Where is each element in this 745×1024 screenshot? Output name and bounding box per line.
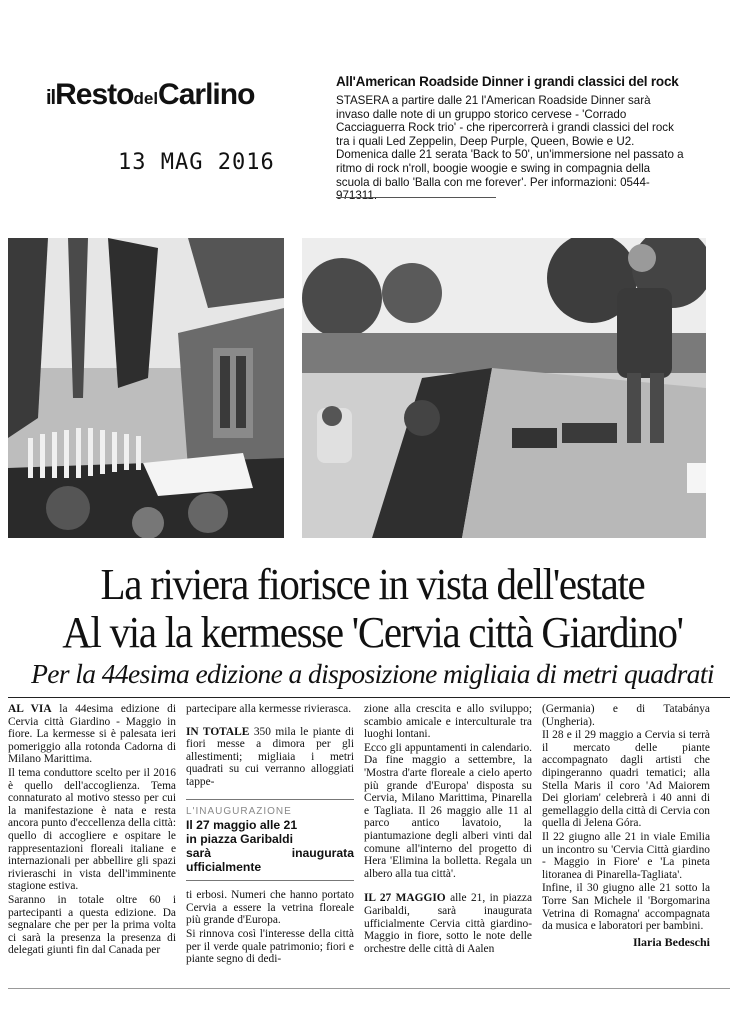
col1-paragraph-1: la 44esima edizione di Cervia città Giardino - Maggio in fiore. La kermesse si è palesata ieri pomeriggio alla rotonda Cadorna di Milano Marittima. xyxy=(8,703,176,766)
pullquote xyxy=(186,799,354,882)
article-column-3 xyxy=(364,703,532,956)
masthead-carlino: Carlino xyxy=(158,78,255,111)
col3-paragraph-2: Ecco gli appuntamenti in calendario. Da fine maggio a settembre, la 'Mostra d'arte floreale a cielo aperto più grande d'Europa' disposta su Cervia, Milano Marittima, Pinarella e Tagliata. Il 26 maggio alle 11 al parco antico lavatoio, la piantumazione degli alberi vinti dal comune all'interno del progetto di Hera 'Elimina la bolletta. Regala un albero alla tua città'. xyxy=(364,741,532,880)
col2-paragraph-2: 350 mila le piante di fiori messe a dimora per gli allestimenti; migliaia i metri quadrati su cui verranno alloggiati tappe- xyxy=(186,725,354,788)
col3-paragraph-1: zione alla crescita e allo sviluppo; scambio amicale e interculturale tra luoghi lontani. xyxy=(364,703,532,741)
masthead-logo xyxy=(46,78,254,112)
sidebar-article-title: All'American Roadside Dinner i grandi classici del rock xyxy=(336,74,679,89)
article-column-1 xyxy=(8,703,176,958)
bottom-rule xyxy=(8,988,730,989)
masthead-del: del xyxy=(133,89,159,108)
headline-line-1: La riviera fiorisce in vista dell'estate xyxy=(100,559,645,609)
photo-garden-hut xyxy=(8,238,284,538)
col2-paragraph-1: partecipare alla kermesse rivierasca. xyxy=(186,703,352,715)
pullquote-line-2: in piazza Garibaldi xyxy=(186,832,294,847)
publication-date: 13 MAG 2016 xyxy=(118,150,275,175)
pullquote-line-1: Il 27 maggio alle 21 xyxy=(186,818,298,833)
sidebar-divider xyxy=(336,197,496,198)
col4-paragraph-2: Il 28 e il 29 maggio a Cervia si terrà il mercato delle piante accompagnato dagli artisti che dipingeranno quadri tematici; alla Stella Maris il coro 'Ad Maiorem Dei gloriam' celebrerà i 40 anni di gemellaggio della città di Cervia con quella di Jelena Góra. xyxy=(542,729,710,830)
lead-il-27-maggio: IL 27 MAGGIO xyxy=(364,892,446,905)
col3-paragraph-3: alle 21, in piazza Garibaldi, sarà inaugurata ufficialmente Cervia città giardino-Maggio in fiore, sotto le note delle orchestre delle città di Aalen xyxy=(364,892,533,955)
headline-rule xyxy=(8,697,730,698)
masthead-il: il xyxy=(46,87,56,109)
article-column-2 xyxy=(186,703,354,967)
col4-paragraph-3: Il 22 giugno alle 21 in viale Emilia un incontro su 'Cervia Città giardino - Maggio in Fiore' e 'La pineta litoranea di Pinarella-Tagliata'. xyxy=(542,830,710,881)
col4-paragraph-1: (Germania) e di Tatabánya (Ungheria). xyxy=(542,703,710,728)
sidebar-article xyxy=(336,74,686,203)
pullquote-label: L'INAUGURAZIONE xyxy=(186,805,292,817)
author-signature: Ilaria Bedeschi xyxy=(633,934,710,949)
col1-paragraph-2: Il tema conduttore scelto per il 2016 è quello dell'accoglienza. Tema connaturato al motivo stesso per cui la manifestazione è nata e resta ancora punto d'eccellenza della città: quello di accogliere e ospitare le rappresentazioni floreali italiane e internazionali per abbellire gli spazi rivieraschi in vista dell'imminente stagione estiva. xyxy=(8,766,176,893)
col1-paragraph-3: Saranno in totale oltre 60 i partecipanti a questa edizione. Da segnalare che per per la prima volta ci sarà la presenza la presenza di delegati giunti fin dal Canada per xyxy=(8,893,176,957)
pullquote-line-3: sarà inaugurata ufficialmente xyxy=(186,846,354,875)
photo-gardeners-planting xyxy=(302,238,706,538)
col2-paragraph-3: ti erbosi. Numeri che hanno portato Cervia a essere la vetrina floreale più grande d'Europa. xyxy=(186,889,354,927)
col4-paragraph-4: Infine, il 30 giugno alle 21 sotto la Torre San Michele il 'Borgomarina Vetrina di Romagna' accompagnata da musica e laboratori per bambini. xyxy=(542,882,710,933)
masthead-resto: Resto xyxy=(55,78,134,111)
article-column-4 xyxy=(542,703,710,948)
subheadline: Per la 44esima edizione a disposizione migliaia di metri quadrati xyxy=(31,658,714,689)
headline-line-2: Al via la kermesse 'Cervia città Giardino' xyxy=(62,607,683,657)
lead-in-totale: IN TOTALE xyxy=(186,725,250,738)
lead-al-via: AL VIA xyxy=(8,703,52,715)
sidebar-article-body: STASERA a partire dalle 21 l'American Roadside Dinner sarà invaso dalle note di un gruppo storico cervese - 'Corrado Cacciaguerra Rock trio' - che ripercorrerà i grandi classici del rock tra i quali Led Zeppelin, Deep Purple, Queen, Bowie e U2. Domenica dalle 21 serata 'Back to 50', un'immersione nel passato a ritmo di rock n'roll, boogie woogie e swing in compagnia della scuola di ballo 'Balla con me forever'. Per informazioni: 0544-971311. xyxy=(336,94,684,203)
col2-paragraph-4: Si rinnova così l'interesse della città per il verde quale patrimonio; fiori e piante segno di dedi- xyxy=(186,927,354,966)
